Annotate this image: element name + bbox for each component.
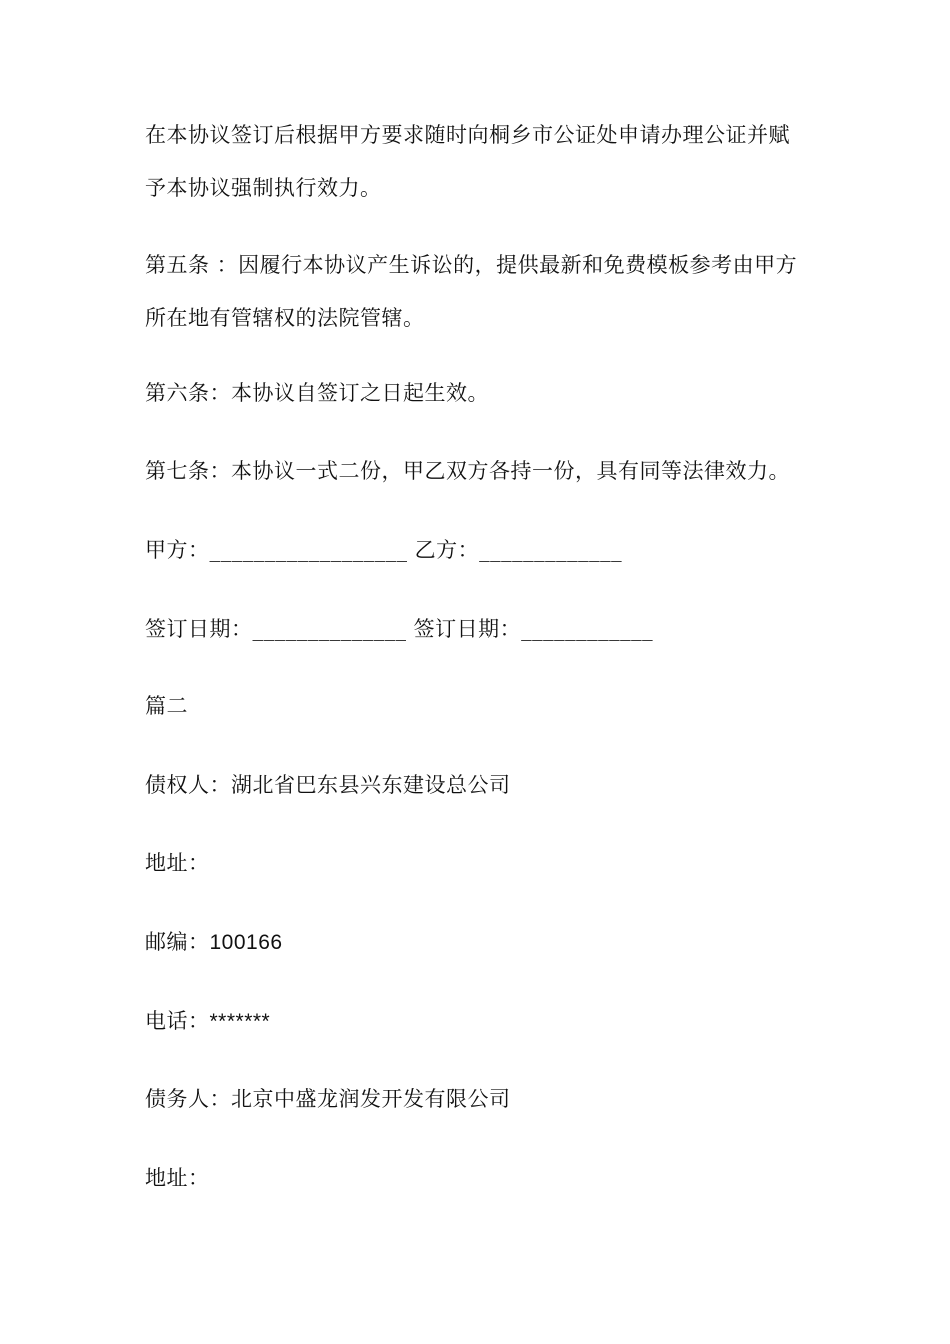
article-six: 第六条：本协议自签订之日起生效。 bbox=[145, 381, 489, 405]
debtor-address-row bbox=[145, 1164, 210, 1192]
postcode-value: 100166 bbox=[209, 931, 283, 954]
postcode-row bbox=[145, 928, 283, 957]
debtor-row bbox=[145, 1085, 511, 1113]
article-seven: 第七条：本协议一式二份，甲乙双方各持一份，具有同等法律效力。 bbox=[145, 459, 790, 483]
paragraph-line: 予本协议强制执行效力。 bbox=[145, 176, 382, 200]
postcode-label: 邮编： bbox=[145, 930, 210, 954]
paragraph-line: 在本协议签订后根据甲方要求随时向桐乡市公证处申请办理公证并赋 bbox=[145, 123, 790, 147]
section-heading: 篇二 bbox=[145, 694, 188, 718]
phone-row bbox=[145, 1007, 270, 1036]
signature-dates-line: 签订日期：______________ 签订日期：____________ bbox=[145, 617, 654, 641]
article-five-line: 第五条 ：因履行本协议产生诉讼的，提供最新和免费模板参考由甲方 bbox=[145, 253, 798, 277]
signature-parties-line: 甲方：__________________ 乙方：_____________ bbox=[145, 538, 623, 562]
creditor-address-row bbox=[145, 849, 210, 877]
debtor-name: 北京中盛龙润发开发有限公司 bbox=[231, 1087, 511, 1111]
creditor-row bbox=[145, 771, 511, 799]
creditor-label: 债权人： bbox=[145, 773, 231, 797]
address-label: 地址： bbox=[145, 851, 210, 875]
debtor-label: 债务人： bbox=[145, 1087, 231, 1111]
creditor-name: 湖北省巴东县兴东建设总公司 bbox=[231, 773, 511, 797]
article-five-line: 所在地有管辖权的法院管辖。 bbox=[145, 306, 425, 330]
phone-label: 电话： bbox=[145, 1009, 210, 1033]
address-label: 地址： bbox=[145, 1166, 210, 1190]
phone-value: ******* bbox=[209, 1010, 271, 1033]
